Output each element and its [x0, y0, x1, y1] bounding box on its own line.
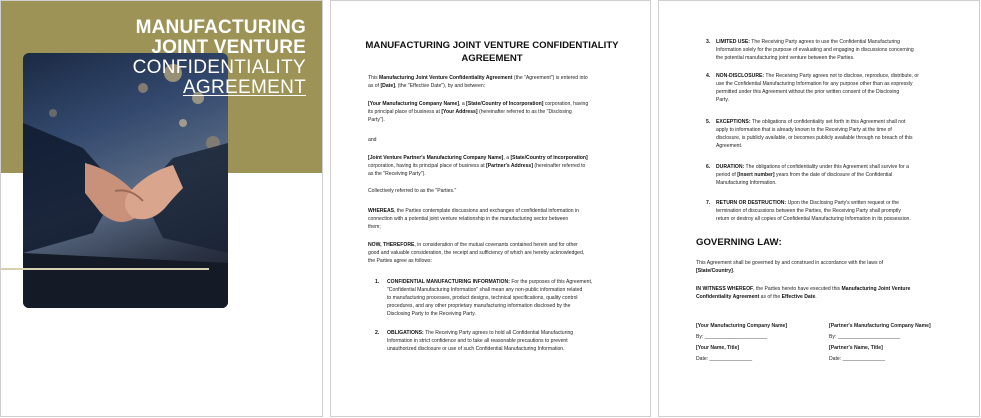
collectively-text: Collectively referred to as the "Parties.": [368, 188, 457, 194]
cover-divider: [1, 268, 209, 270]
clause-5-text: EXCEPTIONS: The obligations of confidentiality set forth in this Agreement shall not apply to information that is already known to the Receiving Party at the time of disclosure, is publicly available, or becomes publicly available through no breach of this Agreement.: [716, 119, 913, 150]
therefore-paragraph: NOW, THEREFORE, in consideration of the mutual covenants contained herein and for other good and valuable consideration, the receipt and sufficiency of which are hereby acknowledged, the Parties agree as follows:: [368, 242, 585, 265]
cover-title: [133, 18, 306, 98]
sig-right-company: [Partner's Manufacturing Company Name]: [829, 323, 931, 329]
sig-right-by-line[interactable]: By: ______________________: [829, 334, 901, 340]
governing-law-heading: GOVERNING LAW:: [696, 237, 782, 248]
clause-3-number: 3.: [706, 39, 711, 45]
and-text: and: [368, 137, 377, 143]
disclosing-party-paragraph: [Your Manufacturing Company Name], a [State/Country of Incorporation] corporation, having its principal place of business at [Your Address] (hereinafter referred to as the "Disclosing Party").: [368, 101, 589, 124]
clause-2-text: OBLIGATIONS: The Receiving Party agrees to hold all Confidential Manufacturing Information in strict confidence and to take all reasonable precautions to prevent unauthorized disclosure or use of such Confidential Manufacturing Information.: [387, 330, 574, 353]
clause-4-number: 4.: [706, 73, 711, 79]
sig-left-company: [Your Manufacturing Company Name]: [696, 323, 788, 329]
sig-left-by-line[interactable]: By: ______________________: [696, 334, 768, 340]
clause-6-number: 6.: [706, 164, 711, 170]
signature-block-disclosing: [696, 322, 787, 363]
sig-left-name: [Your Name, Title]: [696, 345, 740, 351]
cover-title-line-1: MANUFACTURING: [135, 17, 306, 38]
clause-2-number: 2.: [375, 330, 380, 336]
sig-right-name: [Partner's Name, Title]: [829, 345, 883, 351]
clause-7-number: 7.: [706, 200, 711, 206]
cover-title-line-2: JOINT VENTURE: [151, 37, 306, 58]
clause-7-text: RETURN OR DESTRUCTION: Upon the Disclosing Party's written request or the termination of discussions between the Parties, the Receiving Party shall promptly return or destroy all copies of Confidential Manufacturing Information in its possession.: [716, 200, 911, 223]
agreement-page-2: [658, 0, 980, 417]
document-title: [361, 39, 623, 65]
document-title-line-2: AGREEMENT: [461, 53, 523, 64]
witness-paragraph: IN WITNESS WHEREOF, the Parties hereto have executed this Manufacturing Joint Venture Confidentiality Agreement as of the Effective Date.: [696, 286, 911, 301]
clause-4-text: NON-DISCLOSURE: The Receiving Party agrees not to disclose, reproduce, distribute, or use the Confidential Manufacturing Information for any purpose other than as expressly permitted under this Agreement without the prior written consent of the Disclosing Party.: [716, 73, 919, 104]
sig-right-date-line[interactable]: Date: _______________: [829, 356, 886, 362]
clause-1-text: CONFIDENTIAL MANUFACTURING INFORMATION: For the purposes of this Agreement, "Confidential Manufacturing Information" shall mean any non-public information related to manufacturing processes, product designs, technical specifications, quality control procedures, and any other proprietary manufacturing information disclosed by the Disclosing Party to the Receiving Party.: [387, 279, 593, 318]
agreement-page-1: [330, 0, 651, 417]
clause-3-text: LIMITED USE: The Receiving Party agrees to use the Confidential Manufacturing Information solely for the purpose of evaluating and engaging in discussions concerning the potential manufacturing joint venture between the Parties.: [716, 39, 914, 62]
cover-title-line-3: CONFIDENTIALITY: [132, 57, 306, 78]
intro-paragraph: This Manufacturing Joint Venture Confidentiality Agreement (the "Agreement") is entered into as of [Date], (the "Effective Date"), by and between:: [368, 75, 588, 90]
clause-5-number: 5.: [706, 119, 711, 125]
clause-6-text: DURATION: The obligations of confidentiality under this Agreement shall survive for a period of [Insert number] years from the date of disclosure of the Confidential Manufacturing Information.: [716, 164, 909, 187]
receiving-party-paragraph: [Joint Venture Partner's Manufacturing Company Name], a [State/Country of Incorporation] corporation, having its principal place of business at [Partner's Address] (hereinafter referred to as the "Receiving Party").: [368, 155, 588, 178]
document-title-line-1: MANUFACTURING JOINT VENTURE CONFIDENTIALITY: [365, 40, 619, 51]
cover-title-line-4: AGREEMENT: [182, 77, 306, 98]
cover-page: [0, 0, 323, 417]
signature-block-receiving: [829, 322, 931, 363]
whereas-paragraph: WHEREAS, the Parties contemplate discussions and exchanges of confidential information in connection with a potential joint venture relationship in the manufacturing sector between them;: [368, 208, 579, 231]
sig-left-date-line[interactable]: Date: _______________: [696, 356, 753, 362]
governing-law-text: This Agreement shall be governed by and construed in accordance with the laws of [State/Country].: [696, 260, 884, 275]
clause-1-number: 1.: [375, 279, 380, 285]
